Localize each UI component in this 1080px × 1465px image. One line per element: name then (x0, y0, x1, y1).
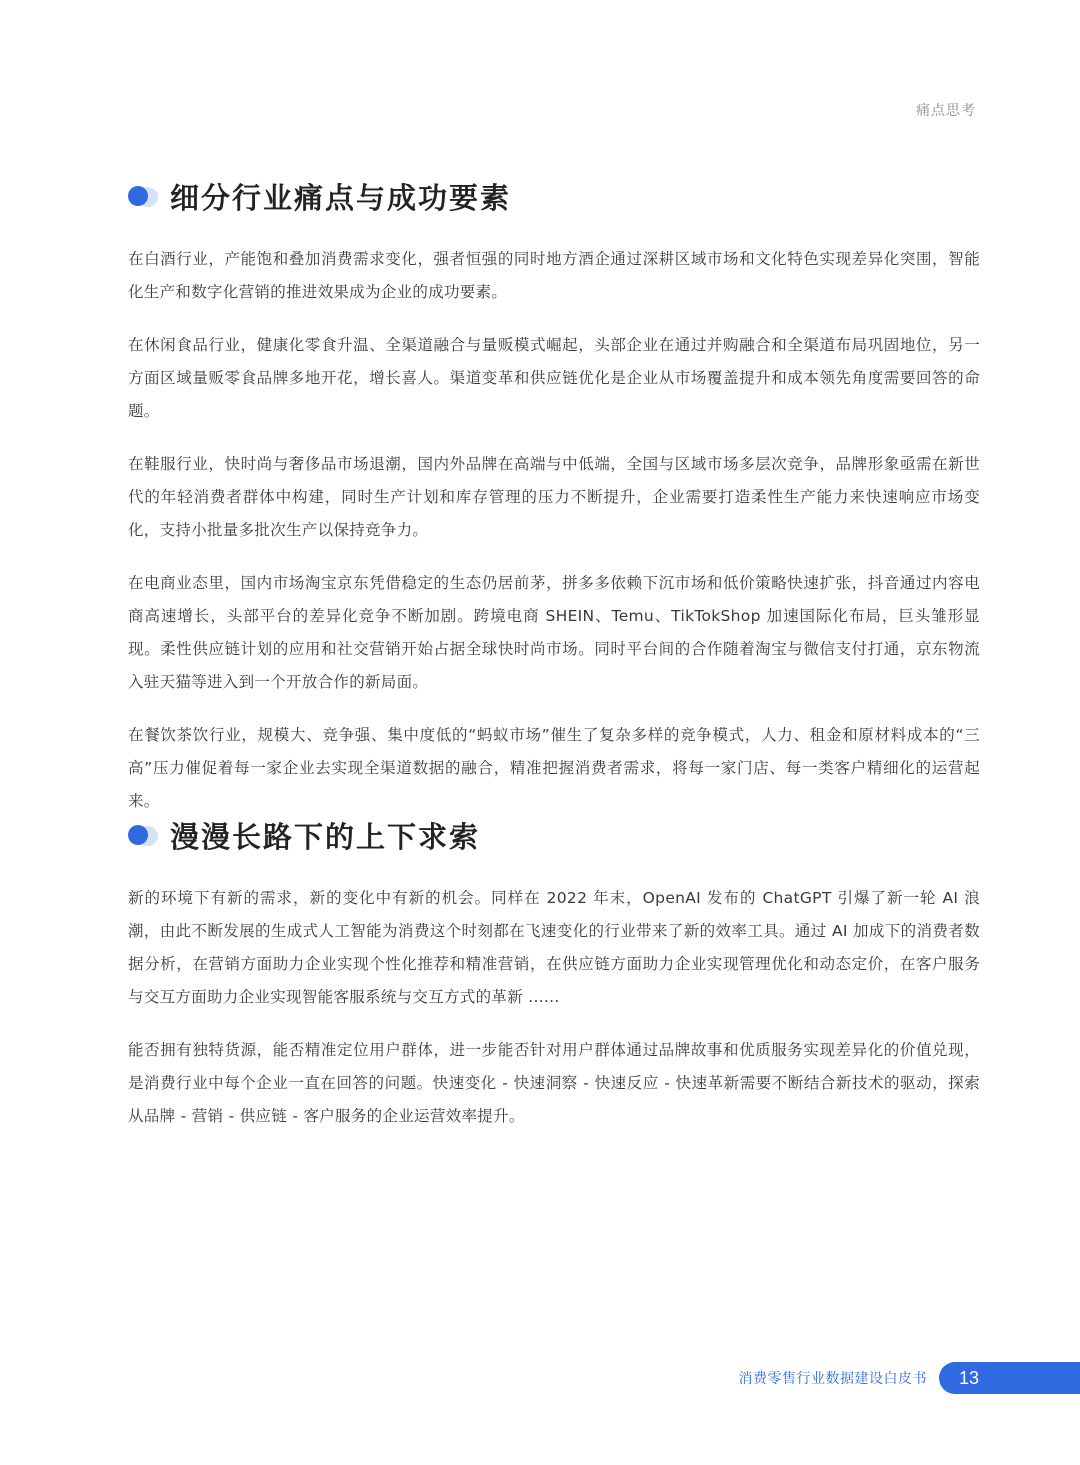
page-number-badge (939, 1362, 1080, 1394)
paragraph-differentiation: 能否拥有独特货源，能否精准定位用户群体，进一步能否针对用户群体通过品牌故事和优质服务实现差异化的价值兑现，是消费行业中每个企业一直在回答的问题。快速变化 - 快速洞察 - 快速反应 - 快速革新需要不断结合新技术的驱动，探索从品牌 - 营销 - 供应链 - 客户服务的企业运营效率提升。 (128, 1041, 980, 1125)
page-number: 13 (959, 1367, 980, 1388)
footer-document-title: 消费零售行业数据建设白皮书 (738, 1371, 927, 1387)
section-long-road (128, 815, 980, 1153)
section-industry-pain-points (128, 176, 980, 838)
section-heading (128, 815, 980, 855)
paragraph-snack-food: 在休闲食品行业，健康化零食升温、全渠道融合与量贩模式崛起，头部企业在通过并购融合和全渠道布局巩固地位，另一方面区域量贩零食品牌多地开花，增长喜人。渠道变革和供应链优化是企业从市场覆盖提升和成本领先角度需要回答的命题。 (128, 336, 980, 420)
paragraph-ecommerce: 在电商业态里，国内市场淘宝京东凭借稳定的生态仍居前茅，拼多多依赖下沉市场和低价策略快速扩张，抖音通过内容电商高速增长，头部平台的差异化竞争不断加剧。跨境电商 SHEIN、Temu、TikTokShop 加速国际化布局，巨头雏形显现。柔性供应链计划的应用和社交营销开始占据全球快时尚市场。同时平台间的合作随着淘宝与微信支付打通，京东物流入驻天猫等进入到一个开放合作的新局面。 (128, 574, 980, 691)
section-heading (128, 176, 980, 216)
double-dot-bullet-icon (128, 824, 162, 846)
page-footer (739, 1362, 1080, 1394)
double-dot-bullet-icon (128, 185, 162, 207)
paragraph-baijiu: 在白酒行业，产能饱和叠加消费需求变化，强者恒强的同时地方酒企通过深耕区域市场和文化特色实现差异化突围，智能化生产和数字化营销的推进效果成为企业的成功要素。 (128, 250, 980, 301)
paragraph-catering: 在餐饮茶饮行业，规模大、竞争强、集中度低的“蚂蚁市场”催生了复杂多样的竞争模式，人力、租金和原材料成本的“三高”压力催促着每一家企业去实现全渠道数据的融合，精准把握消费者需求，将每一家门店、每一类客户精细化的运营起来。 (128, 726, 980, 810)
section-title: 漫漫长路下的上下求索 (170, 819, 481, 854)
paragraph-apparel: 在鞋服行业，快时尚与奢侈品市场退潮，国内外品牌在高端与中低端，全国与区域市场多层次竞争，品牌形象亟需在新世代的年轻消费者群体中构建，同时生产计划和库存管理的压力不断提升，企业需要打造柔性生产能力来快速响应市场变化，支持小批量多批次生产以保持竞争力。 (128, 455, 980, 539)
running-header: 痛点思考 (916, 103, 976, 119)
paragraph-ai-wave: 新的环境下有新的需求，新的变化中有新的机会。同样在 2022 年末，OpenAI 发布的 ChatGPT 引爆了新一轮 AI 浪潮，由此不断发展的生成式人工智能为消费这个时刻都在飞速变化的行业带来了新的效率工具。通过 AI 加成下的消费者数据分析，在营销方面助力企业实现个性化推荐和精准营销，在供应链方面助力企业实现管理优化和动态定价，在客户服务与交互方面助力企业实现智能客服系统与交互方式的革新 ...... (128, 889, 980, 1006)
section-title: 细分行业痛点与成功要素 (170, 180, 512, 215)
